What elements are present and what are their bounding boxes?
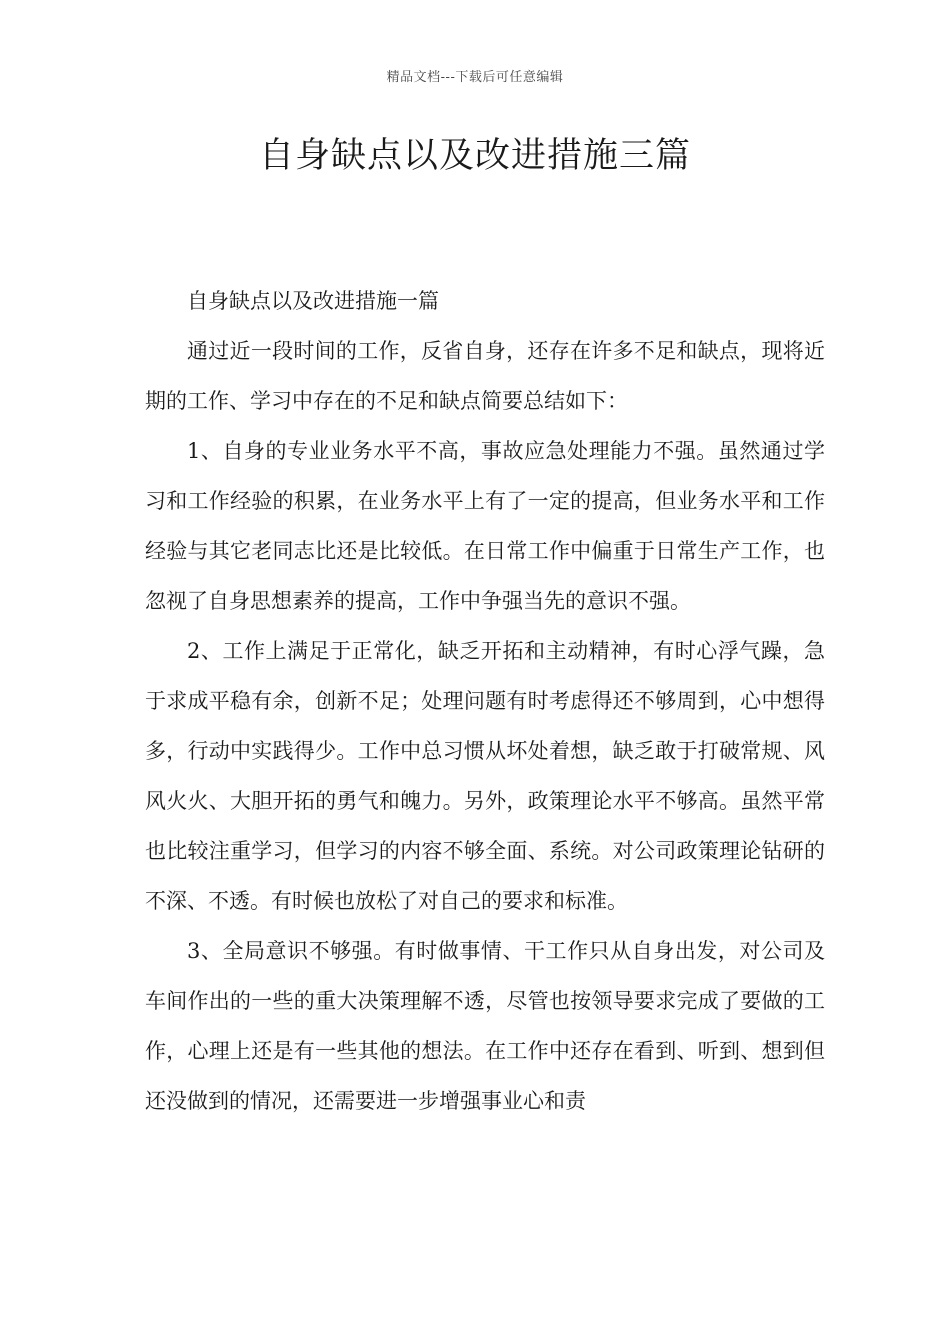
paragraph-point-1: 1、自身的专业业务水平不高，事故应急处理能力不强。虽然通过学习和工作经验的积累，在业务水平上有了一定的提高，但业务水平和工作经验与其它老同志比还是比较低。在日常工作中偏重于日常生产工作，也忽视了自身思想素养的提高，工作中争强当先的意识不强。 bbox=[145, 439, 825, 613]
paragraph-intro: 通过近一段时间的工作，反省自身，还存在许多不足和缺点，现将近期的工作、学习中存在的不足和缺点简要总结如下： bbox=[145, 339, 825, 413]
document-body bbox=[145, 276, 825, 1126]
header-note: 精品文档---下载后可任意编辑 bbox=[386, 70, 564, 85]
section-heading: 自身缺点以及改进措施一篇 bbox=[187, 289, 439, 313]
document-title: 自身缺点以及改进措施三篇 bbox=[258, 136, 691, 176]
paragraph-point-2: 2、工作上满足于正常化，缺乏开拓和主动精神，有时心浮气躁，急于求成平稳有余，创新不足；处理问题有时考虑得还不够周到，心中想得多，行动中实践得少。工作中总习惯从坏处着想，缺乏敢于打破常规、风风火火、大胆开拓的勇气和魄力。另外，政策理论水平不够高。虽然平常也比较注重学习，但学习的内容不够全面、系统。对公司政策理论钻研的不深、不透。有时候也放松了对自己的要求和标准。 bbox=[145, 639, 825, 913]
paragraph-point-3: 3、全局意识不够强。有时做事情、干工作只从自身出发，对公司及车间作出的一些的重大决策理解不透，尽管也按领导要求完成了要做的工作，心理上还是有一些其他的想法。在工作中还存在看到、听到、想到但还没做到的情况，还需要进一步增强事业心和责 bbox=[145, 939, 825, 1113]
